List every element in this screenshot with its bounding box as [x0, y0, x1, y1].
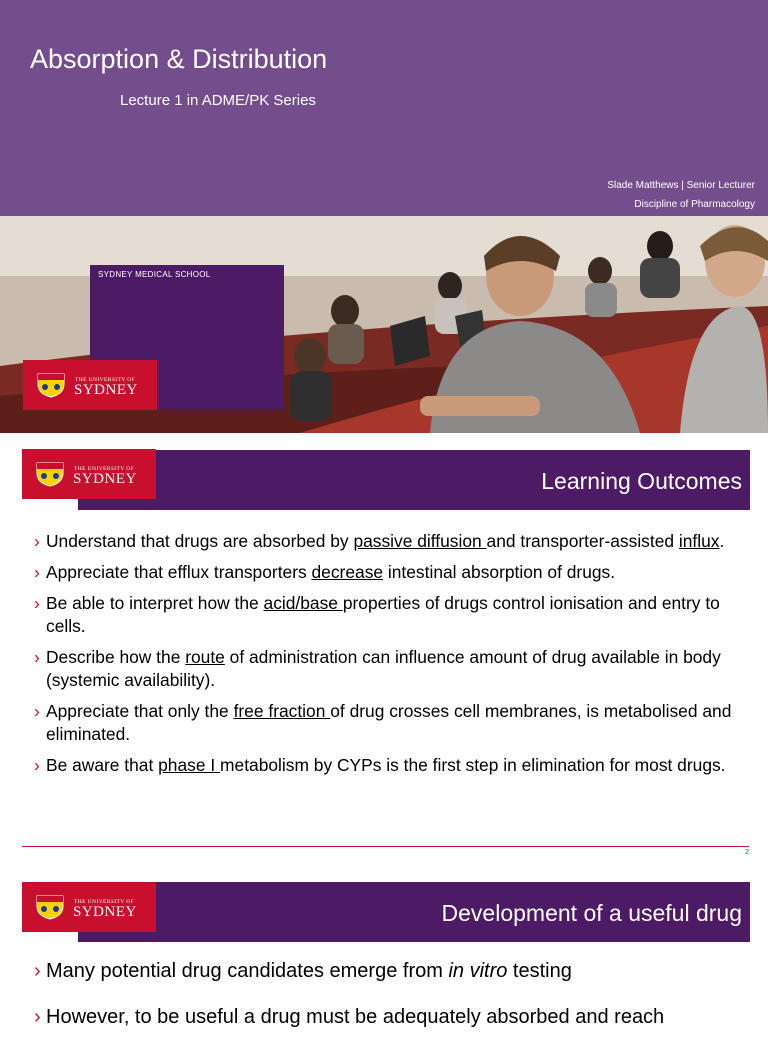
underlined-term: route	[185, 647, 225, 667]
bullet-text: of administration can influence amount of drug available in body (systemic availability).	[46, 647, 721, 690]
bullet-text: metabolism by CYPs is the first step in elimination for most drugs.	[220, 755, 726, 775]
slide-divider	[22, 846, 749, 847]
bullet-item	[34, 646, 734, 692]
bullet-item	[34, 561, 734, 584]
bullet-item	[34, 592, 734, 638]
slide-subtitle: Lecture 1 in ADME/PK Series	[120, 92, 316, 109]
chevron-right-icon: ›	[34, 593, 40, 613]
bullet-text: and transporter-assisted	[486, 531, 679, 551]
university-logo	[22, 449, 156, 499]
university-crest-icon	[35, 461, 65, 487]
bullet-text: of drug crosses cell membranes, is metabolised and eliminated.	[46, 701, 732, 744]
underlined-term: phase I	[158, 755, 221, 775]
bullet-text: intestinal absorption of drugs.	[383, 562, 616, 582]
bullet-text: Appreciate that only the	[46, 701, 234, 721]
school-name: SYDNEY MEDICAL SCHOOL	[98, 270, 211, 279]
header-title: Learning Outcomes	[541, 468, 742, 494]
chevron-right-icon: ›	[34, 1006, 41, 1028]
underlined-term: decrease	[311, 562, 384, 582]
logo-main-text: SYDNEY	[74, 382, 138, 398]
bullet-text: Appreciate that efflux transporters	[46, 562, 312, 582]
bullet-item	[34, 1004, 754, 1030]
learning-outcomes-header	[78, 450, 750, 510]
slide-title: Absorption & Distribution	[30, 44, 328, 74]
bullet-text: Be aware that	[46, 755, 159, 775]
page-number: 2	[745, 849, 749, 856]
chevron-right-icon: ›	[34, 531, 40, 551]
learning-outcomes-list	[34, 530, 734, 785]
bullet-text: Describe how the	[46, 647, 186, 667]
title-band	[0, 0, 768, 216]
bullet-text: properties of drugs control ionisation and entry to cells.	[46, 593, 720, 636]
bullet-item	[34, 700, 734, 746]
bullet-item	[34, 530, 734, 553]
chevron-right-icon: ›	[34, 960, 41, 982]
underlined-term: free fraction	[233, 701, 331, 721]
presenter-department: Discipline of Pharmacology	[634, 199, 755, 210]
development-header	[78, 882, 750, 942]
chevron-right-icon: ›	[34, 647, 40, 667]
presenter-info	[607, 176, 755, 214]
university-logo	[22, 882, 156, 932]
development-list	[34, 958, 754, 1050]
logo-top-text: THE UNIVERSITY OF	[74, 899, 135, 905]
bullet-text: testing	[507, 960, 572, 982]
bullet-item	[34, 958, 754, 984]
chevron-right-icon: ›	[34, 562, 40, 582]
logo-top-text: THE UNIVERSITY OF	[75, 377, 136, 383]
underlined-term: influx	[678, 531, 720, 551]
university-crest-icon	[36, 372, 66, 398]
header-title: Development of a useful drug	[441, 900, 742, 926]
presenter-name: Slade Matthews | Senior Lecturer	[607, 180, 755, 191]
bullet-text: However, to be useful a drug must be adequately absorbed and reach	[46, 1006, 665, 1028]
logo-main-text: SYDNEY	[73, 904, 137, 920]
university-logo	[23, 360, 157, 410]
university-crest-icon	[35, 894, 65, 920]
italic-term: in vitro	[448, 960, 508, 982]
bullet-text: Many potential drug candidates emerge from	[46, 960, 449, 982]
bullet-item	[34, 754, 734, 777]
logo-top-text: THE UNIVERSITY OF	[74, 466, 135, 472]
logo-main-text: SYDNEY	[73, 471, 137, 487]
bullet-text: Understand that drugs are absorbed by	[46, 531, 354, 551]
chevron-right-icon: ›	[34, 755, 40, 775]
bullet-text: .	[719, 531, 725, 551]
underlined-term: acid/base	[263, 593, 343, 613]
chevron-right-icon: ›	[34, 701, 40, 721]
underlined-term: passive diffusion	[353, 531, 487, 551]
bullet-text: Be able to interpret how the	[46, 593, 264, 613]
